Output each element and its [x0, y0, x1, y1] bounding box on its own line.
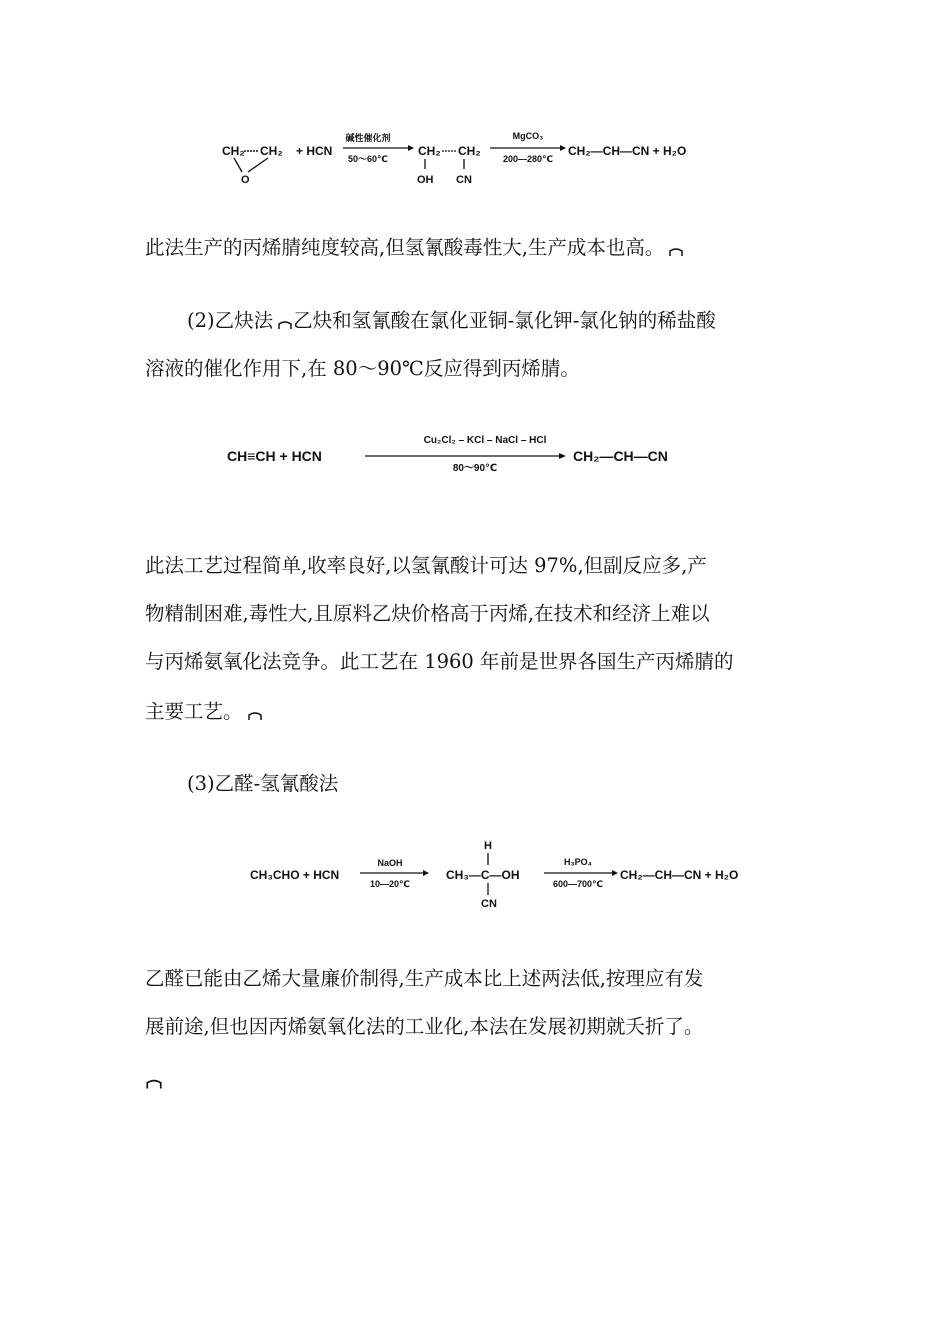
paragraph-mark-icon	[145, 1078, 163, 1090]
method-2-heading: (2)乙炔法	[187, 309, 274, 332]
eq1-condition2-below: 200—280℃	[503, 154, 553, 164]
eq3-product: CH₂—CH—CN + H₂O	[620, 868, 739, 882]
paragraph-2-line-1	[145, 297, 817, 345]
eq1-inter-oh: OH	[417, 174, 434, 186]
eq1-reactant-left: CH₂	[222, 144, 245, 158]
paragraph-mark-icon	[668, 247, 684, 257]
paragraph-mark-icon	[247, 711, 263, 721]
eq2-condition-above: Cu₂Cl₂ – KCl – NaCl – HCl	[423, 435, 547, 446]
eq3-inter-h: H	[484, 840, 492, 852]
eq3-condition2-below: 600—700℃	[553, 879, 603, 889]
equation-ethylene-oxide	[218, 125, 718, 195]
eq1-reagent: + HCN	[296, 144, 333, 158]
method-3-heading: (3)乙醛-氢氰酸法	[187, 772, 339, 795]
equation-acetaldehyde-svg	[248, 835, 783, 915]
eq3-intermediate: CH₃—C—OH	[446, 868, 520, 882]
paragraph-mark-icon	[277, 320, 293, 330]
eq3-condition2-above: H₃PO₄	[564, 857, 592, 867]
paragraph-mark-end	[145, 1075, 163, 1094]
eq3-reactants: CH₃CHO + HCN	[250, 868, 340, 882]
eq1-product: CH₂—CH—CN + H₂O	[568, 144, 687, 158]
eq1-condition2-above: MgCO₃	[512, 131, 544, 141]
eq3-condition-above: NaOH	[377, 858, 403, 868]
eq2-condition-below: 80～90℃	[452, 463, 498, 474]
eq3-condition-below: 10—20℃	[370, 879, 410, 889]
eq2-product: CH₂—CH—CN	[573, 448, 668, 464]
paragraph-3-text-4: 主要工艺。	[145, 700, 243, 723]
eq1-inter-right: CH₂	[458, 144, 481, 158]
paragraph-3-line-1: 此法工艺过程简单,收率良好,以氢氰酸计可达 97%,但副反应多,产	[145, 554, 707, 577]
paragraph-1	[145, 224, 817, 272]
eq2-reactants: CH≡CH + HCN	[227, 448, 322, 464]
paragraph-5-line-1: 乙醛已能由乙烯大量廉价制得,生产成本比上述两法低,按理应有发	[145, 967, 704, 990]
equation-acetylene	[225, 425, 705, 480]
paragraph-5-line-2: 展前途,但也因丙烯氨氧化法的工业化,本法在发展初期就夭折了。	[145, 1015, 704, 1038]
eq1-oxygen: O	[241, 174, 250, 186]
paragraph-3-line-4	[145, 688, 817, 736]
eq1-inter-left: CH₂	[418, 144, 441, 158]
equation-acetylene-svg	[225, 425, 705, 480]
eq1-reactant-right: CH₂	[260, 144, 283, 158]
eq1-inter-cn: CN	[456, 174, 472, 186]
eq1-condition-above: 碱性催化剂	[345, 133, 391, 143]
equation-acetaldehyde	[248, 835, 783, 915]
paragraph-3-line-2: 物精制困难,毒性大,且原料乙炔价格高于丙烯,在技术和经济上难以	[145, 602, 710, 625]
paragraph-3-line-3: 与丙烯氨氧化法竞争。此工艺在 1960 年前是世界各国生产丙烯腈的	[145, 650, 734, 673]
eq3-inter-cn: CN	[481, 898, 497, 910]
paragraph-2-line-2: 溶液的催化作用下,在 80～90℃反应得到丙烯腈。	[145, 357, 580, 380]
paragraph-2-text-1: 乙炔和氢氰酸在氯化亚铜-氯化钾-氯化钠的稀盐酸	[293, 309, 716, 332]
equation-ethylene-oxide-svg	[218, 125, 718, 195]
paragraph-1-text: 此法生产的丙烯腈纯度较高,但氢氰酸毒性大,生产成本也高。	[145, 236, 665, 259]
eq1-condition-below: 50～60℃	[348, 154, 388, 164]
